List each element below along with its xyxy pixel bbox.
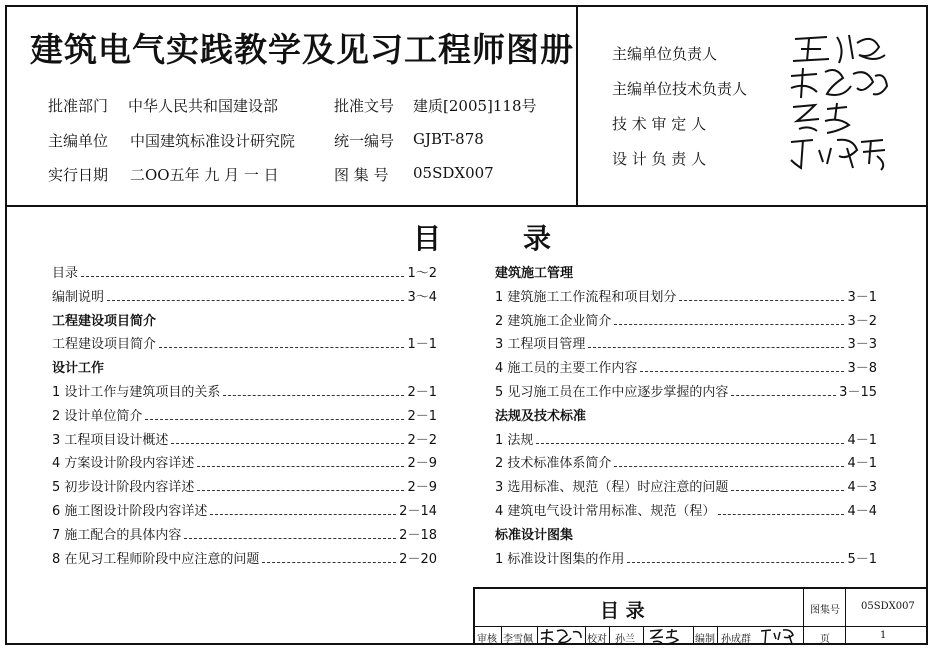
toc-entry [495,500,877,519]
toc-entry-text: 4 建筑电气设计常用标准、规范（程） [495,504,716,519]
toc-leader-dashes [614,324,844,325]
toc-entry [495,357,877,376]
approval-doc-label: 批准文号 [334,97,395,115]
toc-entry [52,286,437,305]
atlas-main-title: 建筑电气实践教学及见习工程师图册 [30,30,574,69]
toc-entry-text: 3 工程项目设计概述 [52,432,169,448]
toc-entry-text: 目录 [52,266,79,281]
unified-no-label: 统一编号 [334,132,395,150]
toc-leader-dashes [679,300,844,301]
title-block [473,587,928,645]
check-label: 校对 [587,634,607,645]
atlas-no-label: 图 集 号 [334,166,389,184]
check-name: 孙兰 [615,634,635,645]
toc-entry-page: 3－2 [847,313,877,329]
toc-entry-page: 3～4 [407,289,437,305]
toc-entry-text: 工程建设项目简介 [52,337,157,353]
toc-entry-page: 4－3 [847,480,877,496]
toc-entry-text: 4 施工员的主要工作内容 [495,361,638,377]
toc-entry-text: 2 建筑施工企业简介 [495,313,612,329]
toc-entry-text: 5 见习施工员在工作中应逐步掌握的内容 [495,385,729,400]
toc-entry [52,500,437,519]
toc-entry-page: 4－1 [847,456,877,472]
atlas-no-label: 图集号 [810,605,840,616]
toc-section-heading: 设计工作 [52,361,105,377]
toc-entry-text: 3 选用标准、规范（程）时应注意的问题 [495,480,729,496]
toc-entry-text: 5 初步设计阶段内容详述 [52,480,195,496]
handwritten-signature [787,134,897,174]
toc-entry [52,381,437,400]
toc-leader-dashes [627,562,844,563]
toc-entry-text: 1 标准设计图集的作用 [495,551,625,567]
toc-entry-page: 5－1 [847,551,877,567]
handwritten-signature [787,99,877,139]
compile-signature [759,627,801,645]
header-divider [5,205,928,207]
toc-entry [495,548,877,567]
toc-entry-page: 2－1 [407,408,437,424]
toc-leader-dashes [197,490,404,491]
toc-entry [52,333,437,352]
toc-leader-dashes [210,514,396,515]
toc-leader-dashes [107,300,404,301]
page-value: 1 [880,630,887,641]
editor-unit-value: 中国建筑标准设计研究院 [130,132,296,150]
toc-entry [52,524,437,543]
toc-entry-page: 2－2 [407,432,437,448]
toc-entry [52,405,437,424]
toc-entry-page: 1－1 [407,337,437,353]
toc-leader-dashes [184,538,396,539]
toc-leader-dashes [731,395,836,396]
sheet-title: 目 录 [600,600,645,622]
toc-entry-text: 8 在见习工程师阶段中应注意的问题 [52,551,260,567]
effective-date-label: 实行日期 [48,166,109,184]
signature-label: 技 术 审 定 人 [612,115,707,133]
toc-entry [52,548,437,567]
page-label: 页 [820,634,830,645]
atlas-no-value: 05SDX007 [413,164,494,182]
toc-entry-page: 2－9 [407,480,437,496]
toc-leader-dashes [145,419,404,420]
toc-leader-dashes [159,347,404,348]
toc-entry [52,476,437,495]
toc-leader-dashes [197,466,404,467]
toc-title-right: 录 [523,222,552,255]
approval-dept-label: 批准部门 [48,97,109,115]
toc-entry-page: 2－9 [407,456,437,472]
signature-label: 设 计 负 责 人 [612,150,707,168]
toc-leader-dashes [718,514,844,515]
toc-entry-text: 1 法规 [495,432,534,448]
toc-entry-page: 4－1 [847,432,877,448]
approval-doc-value: 建质[2005]118号 [413,97,537,115]
toc-entry [495,286,877,305]
toc-leader-dashes [262,562,396,563]
toc-section-heading: 建筑施工管理 [495,266,574,281]
toc-leader-dashes [223,395,404,396]
signature-label: 主编单位负责人 [612,45,718,63]
toc-entry-text: 2 技术标准体系简介 [495,456,612,472]
toc-entry-text: 7 施工配合的具体内容 [52,527,182,543]
toc-entry-page: 2－20 [399,551,437,567]
toc-section-heading: 法规及技术标准 [495,408,587,424]
toc-leader-dashes [171,443,404,444]
toc-section-heading: 标准设计图集 [495,527,574,543]
toc-leader-dashes [536,443,844,444]
toc-leader-dashes [81,276,404,277]
toc-entry-page: 1～2 [407,266,437,281]
toc-entry-text: 2 设计单位简介 [52,408,143,424]
toc-entry [495,333,877,352]
toc-entry [495,476,877,495]
toc-entry [52,452,437,471]
toc-entry [52,262,437,281]
toc-entry-page: 3－1 [847,289,877,305]
review-label: 审核 [477,634,497,645]
handwritten-signature [787,64,897,104]
toc-entry [495,310,877,329]
review-signature [539,627,583,645]
toc-entry-text: 1 设计工作与建筑项目的关系 [52,385,221,400]
toc-entry-text: 编制说明 [52,289,105,305]
toc-leader-dashes [640,371,844,372]
toc-entry-text: 6 施工图设计阶段内容详述 [52,504,208,519]
toc-entry-page: 3－8 [847,361,877,377]
toc-leader-dashes [731,490,844,491]
toc-section-heading: 工程建设项目简介 [52,313,157,329]
toc-entry [495,452,877,471]
toc-entry-text: 4 方案设计阶段内容详述 [52,456,195,472]
compile-label: 编制 [695,634,715,645]
toc-leader-dashes [588,347,844,348]
toc-entry-page: 2－14 [399,504,437,519]
signature-label: 主编单位技术负责人 [612,80,748,98]
review-name: 李雪佩 [503,634,533,645]
toc-title-left: 目 [413,222,442,255]
toc-entry-text: 1 建筑施工工作流程和项目划分 [495,289,677,305]
unified-no-value: GJBT-878 [413,130,484,148]
atlas-no-value: 05SDX007 [861,601,915,612]
toc-entry-page: 2－1 [407,385,437,400]
toc-leader-dashes [614,466,844,467]
toc-entry-page: 4－4 [847,504,877,519]
toc-entry [495,429,877,448]
toc-entry [52,429,437,448]
toc-entry-text: 3 工程项目管理 [495,337,586,353]
editor-unit-label: 主编单位 [48,132,109,150]
check-signature [647,627,691,645]
toc-entry-page: 3－15 [839,385,877,400]
compile-name: 孙成群 [721,634,751,645]
header-vertical-divider [576,5,578,205]
toc-entry-page: 3－3 [847,337,877,353]
toc-entry-page: 2－18 [399,527,437,543]
toc-entry [495,381,877,400]
effective-date-value: 二OO五年 九 月 一 日 [130,166,279,184]
handwritten-signature [787,29,892,69]
approval-dept-value: 中华人民共和国建设部 [128,97,279,115]
